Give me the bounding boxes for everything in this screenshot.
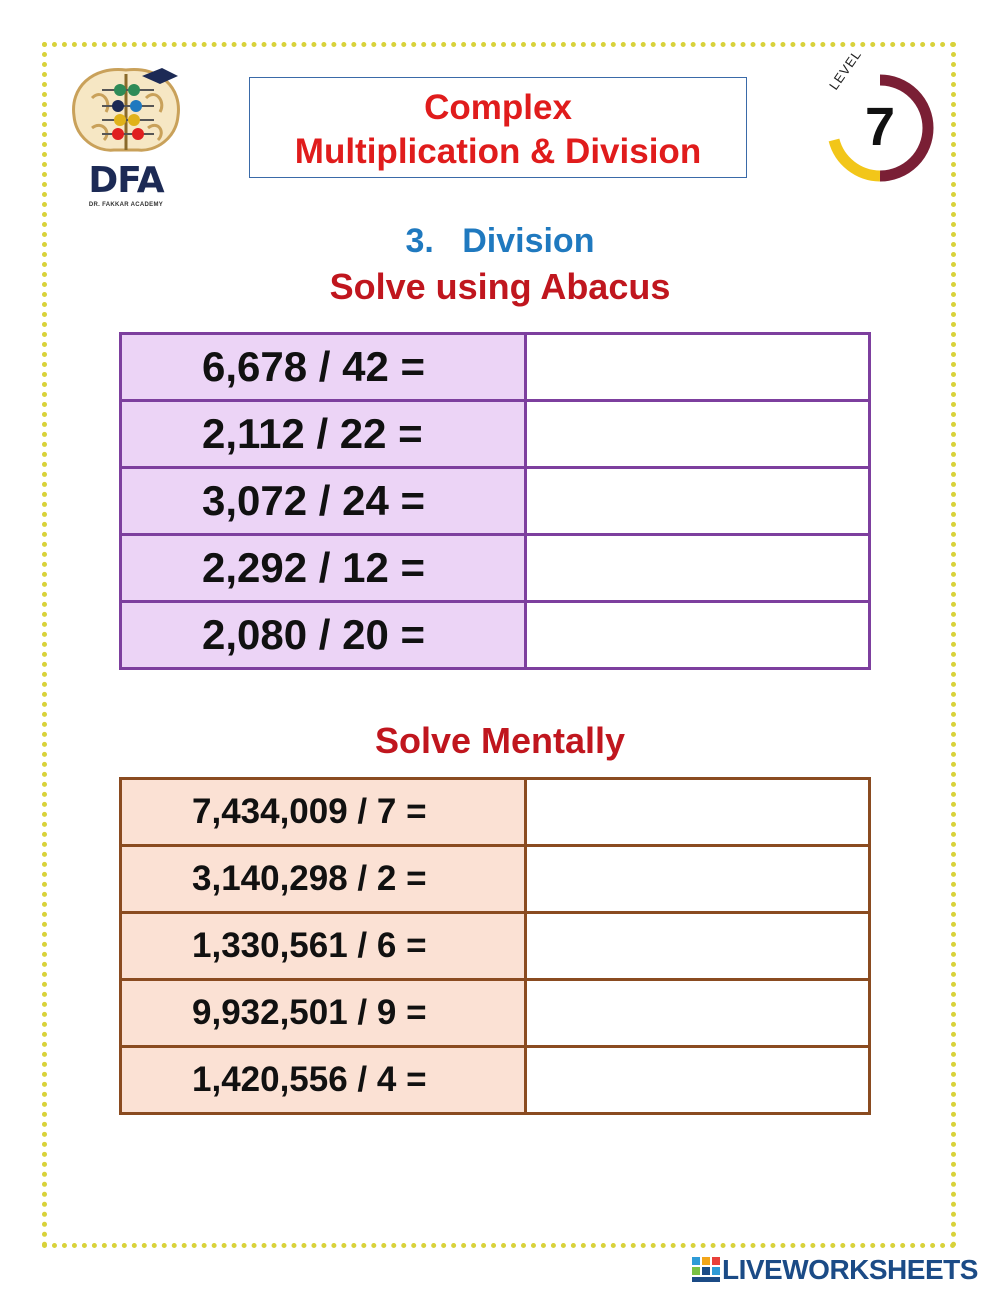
- answer-field[interactable]: [526, 468, 870, 535]
- problem-text: 2,292 / 12 =: [202, 544, 426, 591]
- problem-text: 2,080 / 20 =: [202, 611, 426, 658]
- problem-cell: [121, 602, 526, 669]
- section-subheading: Solve using Abacus: [329, 266, 671, 307]
- problem-text: 6,678 / 42 =: [202, 343, 426, 390]
- table-row: [121, 334, 870, 401]
- table-row: [121, 401, 870, 468]
- liveworksheets-logo-icon: [692, 1257, 720, 1283]
- table-row: [121, 1047, 870, 1114]
- logo-subtitle: DR. FAKKAR ACADEMY: [88, 202, 164, 208]
- table-row: [121, 779, 870, 846]
- mental-heading: Solve Mentally: [374, 720, 626, 761]
- answer-field[interactable]: [526, 846, 870, 913]
- logo-wordmark: DFA: [88, 160, 164, 201]
- answer-field[interactable]: [526, 980, 870, 1047]
- answer-field[interactable]: [526, 1047, 870, 1114]
- answer-field[interactable]: [526, 602, 870, 669]
- problem-text: 1,420,556 / 4 =: [192, 1060, 427, 1099]
- section-heading: 3. Division: [405, 222, 595, 260]
- level-number: 7: [864, 97, 896, 157]
- brain-abacus-icon: [62, 58, 190, 168]
- problem-text: 7,434,009 / 7 =: [192, 792, 427, 831]
- problem-cell: [121, 401, 526, 468]
- worksheet-title: [249, 77, 747, 178]
- problem-cell: [121, 779, 526, 846]
- table-row: [121, 913, 870, 980]
- problem-cell: [121, 468, 526, 535]
- problem-cell: [121, 535, 526, 602]
- problem-cell: [121, 980, 526, 1047]
- problem-cell: [121, 1047, 526, 1114]
- problem-cell: [121, 913, 526, 980]
- problem-cell: [121, 846, 526, 913]
- problem-text: 3,140,298 / 2 =: [192, 859, 427, 898]
- abacus-problems-table: [119, 332, 871, 670]
- problem-cell: [121, 334, 526, 401]
- table-row: [121, 980, 870, 1047]
- answer-field[interactable]: [526, 913, 870, 980]
- problem-text: 9,932,501 / 9 =: [192, 993, 427, 1032]
- level-label: LEVEL: [826, 46, 865, 93]
- academy-logo: [62, 58, 190, 214]
- problem-text: 1,330,561 / 6 =: [192, 926, 427, 965]
- problem-text: 3,072 / 24 =: [202, 477, 426, 524]
- footer-brand: LIVEWORKSHEETS: [722, 1254, 978, 1285]
- answer-field[interactable]: [526, 535, 870, 602]
- table-row: [121, 602, 870, 669]
- title-line-1: Complex: [424, 88, 572, 127]
- answer-field[interactable]: [526, 401, 870, 468]
- answer-field[interactable]: [526, 334, 870, 401]
- answer-field[interactable]: [526, 779, 870, 846]
- title-line-2: Multiplication & Division: [294, 132, 702, 171]
- table-row: [121, 535, 870, 602]
- problem-text: 2,112 / 22 =: [202, 410, 423, 457]
- liveworksheets-footer[interactable]: [692, 1254, 978, 1286]
- table-row: [121, 846, 870, 913]
- table-row: [121, 468, 870, 535]
- mental-problems-table: [119, 777, 871, 1115]
